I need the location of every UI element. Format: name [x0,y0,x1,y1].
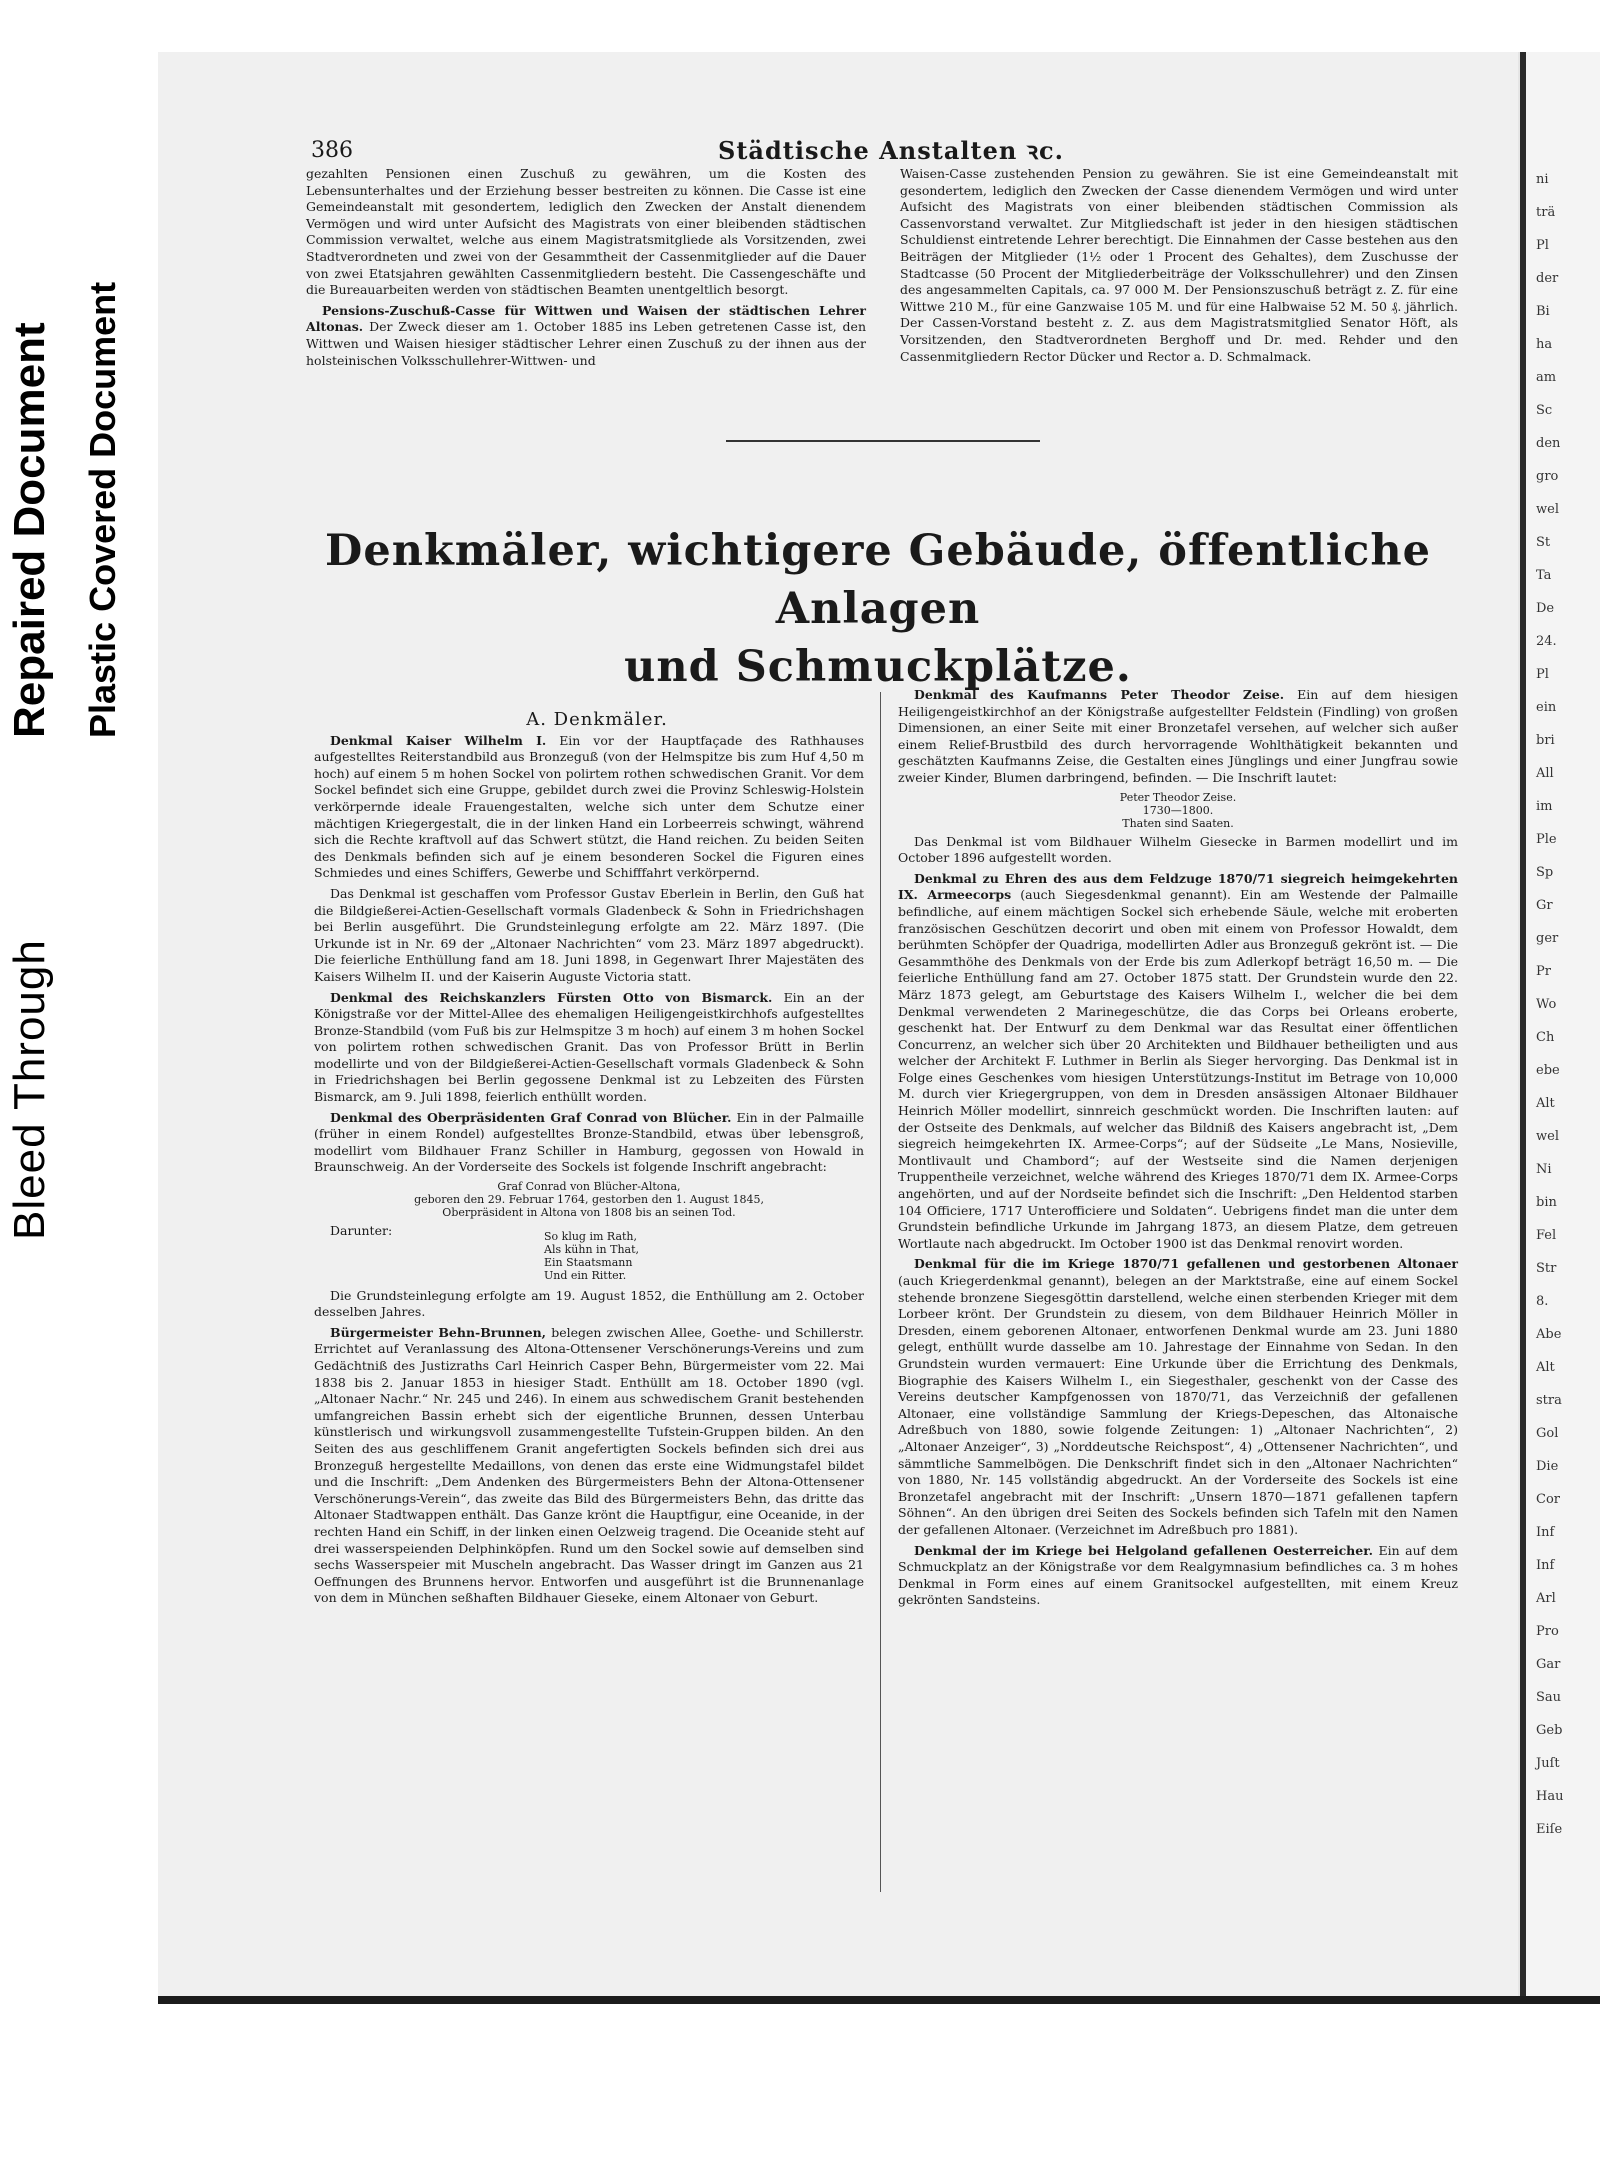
entry-heading: Denkmal des Oberpräsidenten Graf Conrad von Blücher. [330,1109,732,1125]
strip-fragment: Pl [1536,238,1549,253]
inscription-line: Peter Theodor Zeise. [1119,790,1237,804]
entry-helgoland [898,1543,1458,1609]
strip-fragment: Bi [1536,304,1550,319]
scan-bottom-edge [158,1996,1600,2004]
verse-line: Als kühn in That, [544,1242,640,1256]
entry-text: Ein in der Palmaille (früher in einem Rondel) aufgestelltes Bronze-Standbild, etwas über lebensgroß, modellirt vom Bildhauer Franz Schiller in Hamburg, gegossen von Howald in Braunschweig. An der Vorderseite des Sockels ist folgende Inschrift angebracht: [314,1109,864,1175]
paragraph-text: Der Zweck dieser am 1. October 1885 ins Leben getretenen Casse ist, den Wittwen und Waisen hiesiger städtischer Lehrer einen Zuschuß zu der ihnen aus der holsteinischen Volksschullehrer-Wittwen- und [306,319,866,368]
bleed-through-label: Bleed Through [5,939,54,1240]
paragraph-heading: Pensions-Zuschuß-Casse für Wittwen und Waisen der städtischen Lehrer Altonas. [306,302,866,335]
strip-fragment: Inf [1536,1525,1555,1540]
strip-fragment: ebe [1536,1063,1560,1078]
strip-fragment: Wo [1536,997,1557,1012]
inscription-line: 1730—1800. [1142,803,1214,817]
strip-fragment: Eiſe [1536,1822,1563,1837]
entry-kaiser-wilhelm [314,733,864,882]
strip-fragment: Abe [1536,1327,1562,1342]
inscription [314,1180,864,1219]
strip-fragment: 24. [1536,634,1557,649]
strip-fragment: Alt [1536,1360,1555,1375]
strip-fragment: im [1536,799,1553,814]
darunter-label: Darunter: [330,1223,393,1239]
entry-heading-note: (auch Siegesdenkmal genannt). [1020,887,1231,903]
strip-fragment: trä [1536,205,1556,220]
paragraph: Waisen-Casse zustehenden Pension zu gewähren. Sie ist eine Gemeindeanstalt mit gesondertem, lediglich den Zwecken der Casse dienendem Vermögen und wird unter Aufsicht des Magistrats von einer bleibenden städtischen Commission als Cassenvorstand verwaltet. Zur Mitgliedschaft ist jeder in den hiesigen städtischen Schuldienst eintretende Lehrer berechtigt. Die Einnahmen der Casse bestehen aus den Beiträgen der Mitglieder (1½ oder 1 Procent des Gehaltes), dem Zuschusse der Stadtcasse (50 Procent der Mitgliederbeiträge der Volksschullehrer) und den Zinsen des angesammelten Capitals, ca. 97 000 M. Der Pensionszuschuß beträgt z. Z. für eine Wittwe 210 M., für eine Ganzwaise 105 M. und für eine Halbwaise 52 M. 50 ₰. jährlich. Der Cassen-Vorstand besteht z. Z. aus dem Magistratsmitglied Senator Höft, als Vorsitzenden, den Stadtverordneten Berghoff und Dr. med. Rehder und den Cassenmitgliedern Rector Dücker und Rector a. D. Schmalmack. [900,166,1458,364]
top-left-column [306,166,866,373]
section-rule [726,440,1040,442]
entry-heading: Denkmal für die im Kriege 1870/71 gefallenen und gestorbenen Altonaer [914,1256,1458,1272]
entry-heading: Denkmal des Reichskanzlers Fürsten Otto von Bismarck. [330,989,773,1005]
strip-fragment: Arl [1536,1591,1556,1606]
strip-fragment: Pro [1536,1624,1559,1639]
strip-fragment: St [1536,535,1551,550]
strip-fragment: Ni [1536,1162,1552,1177]
strip-fragment: gro [1536,469,1559,484]
top-right-column [900,166,1458,369]
scanned-page [158,52,1600,2002]
strip-fragment: Fel [1536,1228,1557,1243]
verse-line: Und ein Ritter. [544,1268,627,1282]
running-head: Städtische Anstalten ꝛc. [718,136,1064,165]
paragraph: gezahlten Pensionen einen Zuschuß zu gewähren, um die Kosten des Lebensunterhaltes und der Erziehung besser bestreiten zu können. Die Casse ist eine Gemeindeanstalt mit gesondertem, lediglich den Zwecken der Anstalt dienendem Vermögen und wird unter Aufsicht des Magistrats von einer bleibenden städtischen Commission verwaltet, welche aus einem Magistratsmitgliede als Vorsitzenden, zwei Stadtverordneten und zwei von der Gesammtheit der Cassenmitglieder auf die Dauer von zwei Etatsjahren gewählten Cassenmitgliedern besteht. Die Cassengeschäfte und die Bureauarbeiten werden von städtischen Beamten unentgeltlich besorgt. [306,166,866,298]
entry-zeise [898,687,1458,787]
strip-fragment: Cor [1536,1492,1560,1507]
entry-text: Ein am Westende der Palmaille befindliche, auf einem mächtigen Sockel sich erhebende Säule, welche mit eroberten französischen Geschützen decorirt und oben mit einem von Professor Howaldt, dem berühmten Schöpfer der Quadriga, modellirten Adler aus Bronzeguß gekrönt ist. — Die Gesammthöhe des Denkmals von der Erde bis zum Adlerkopf beträgt 16,50 m. — Die feierliche Enthüllung fand am 27. October 1875 statt. Der Grundstein wurde den 22. März 1873 gelegt, am Geburtstage des Kaisers Wilhelm I., welcher die bei dem Denkmal verwendeten 2 Marinegeschütze, die das Corps bei Orleans eroberte, geschenkt hat. Der Entwurf zu dem Denkmal war das Resultat einer öffentlichen Concurrenz, an welcher sich über 20 Architekten und Bildhauer betheiligten und aus welcher der Architekt F. Luthmer in Berlin als Sieger hervorging. Das Denkmal ist in Folge eines Geschenkes vom hiesigen Unterstützungs-Institut im Betrage von 10,000 M. durch vier Kriegergruppen, von dem in Dresden ansässigen Altonaer Bildhauer Heinrich Möller modellirt, sinnreich geschmückt worden. Die Inschriften lauten: auf der Ostseite des Denkmals, auf welcher das Bildniß des Kaisers angebracht ist, „Dem siegreich heimgekehrten IX. Armee-Corps“; auf der Südseite „Le Mans, Nosieville, Montlivault und Chambord“; auf der Westseite sind die Namen derjenigen Truppentheile verzeichnet, welche während des Krieges 1870/71 dem IX. Armee-Corps angehörten, und auf der Nordseite befindet sich die Inschrift: „Den Heldentod starben 104 Officiere, 1717 Unterofficiere und Soldaten“. Uebrigens findet man die unter dem Grundstein befindliche Urkunde im Jahrgang 1873, an diesem Platze, dem getreuen Wortlaute nach abgedruckt. Im October 1900 ist das Denkmal renovirt worden. [898,887,1458,1251]
paragraph [306,303,866,369]
entry-text: belegen zwischen Allee, Goethe- und Schillerstr. Errichtet auf Veranlassung des Altona-Ottensener Verschönerungs-Vereins und zum Gedächtniß des Justizraths Carl Heinrich Casper Behn, Bürgermeister vom 22. Mai 1838 bis 2. Januar 1853 in hiesiger Stadt. Enthüllt am 18. October 1890 (vgl. „Altonaer Nachr.“ Nr. 245 und 246). In einem aus schwedischem Granit bestehenden umfangreichen Bassin erhebt sich der eigentliche Brunnen, dessen Unterbau künstlerisch und wirkungsvoll zusammengestellte Tufstein-Gruppen bilden. An den Seiten des aus geschliffenem Granit angefertigten Sockels befinden sich drei aus Bronzeguß hergestellte Medaillons, von denen das erste eine Widmungstafel bildet und die Inschrift: „Dem Andenken des Bürgermeisters Behn der Altona-Ottensener Verschönerungs-Verein“, das zweite das Bild des Bürgermeisters Behn, das dritte das Altonaer Stadtwappen enthält. Das Ganze krönt die Hauptfigur, eine Oceanide, in der rechten Hand ein Schiff, in der linken einen Oelzweig tragend. Die Oceanide steht auf drei wasserspeienden Delphinköpfen. Rund um den Sockel sowie auf demselben sind sechs Wasserspeier mit Muscheln angebracht. Das Wasser dringt im Ganzen aus 21 Oeffnungen des Brunnens hervor. Entworfen und ausgeführt ist die Brunnenanlage von dem in München seßhaften Bildhauer Gieseke, einem Altonaer von Geburt. [314,1324,864,1606]
entry-siegesdenkmal [898,871,1458,1253]
inscription-line: geboren den 29. Februar 1764, gestorben den 1. August 1845, [414,1193,764,1207]
strip-fragment: ein [1536,700,1557,715]
strip-fragment: Inf [1536,1558,1555,1573]
entry-kriegerdenkmal [898,1256,1458,1538]
entry-text: Ein auf dem Schmuckplatz an der Königstraße vor dem Realgymnasium befindliches ca. 3 m hohes Denkmal in Form eines auf einem Granitsockel aufgestellten, mit einem Kreuz gekrönten Sandsteins. [898,1542,1458,1608]
entry-bismarck [314,990,864,1106]
verse-line: So klug im Rath, [544,1229,638,1243]
strip-fragment: am [1536,370,1557,385]
strip-fragment: bri [1536,733,1555,748]
verse-line: Ein Staatsmann [544,1255,633,1269]
paragraph: Das Denkmal ist vom Bildhauer Wilhelm Giesecke in Barmen modellirt und im October 1896 aufgestellt worden. [898,833,1458,866]
strip-fragment: ger [1536,931,1559,946]
inscription-line: Graf Conrad von Blücher-Altona, [497,1180,681,1194]
paragraph: Das Denkmal ist geschaffen vom Professor Gustav Eberlein in Berlin, den Guß hat die Bildgießerei-Actien-Gesellschaft vormals Gladenbeck & Sohn in Friedrichshagen bei Berlin ausgeführt. Die Grundsteinlegung erfolgte am 22. März 1897. (Die Urkunde ist in Nr. 69 der „Altonaer Nachrichten“ vom 23. März 1897 abgedruckt). Die feierliche Enthüllung fand am 18. Juni 1898, in Gegenwart Ihrer Majestäten des Kaisers Wilhelm II. und der Kaiserin Auguste Victoria statt. [314,885,864,984]
section-title [298,522,1458,696]
entry-behn-brunnen [314,1325,864,1607]
strip-fragment: Gar [1536,1657,1561,1672]
left-column [314,709,864,1611]
entry-heading: Bürgermeister Behn-Brunnen, [330,1324,547,1340]
strip-fragment: Geb [1536,1723,1563,1738]
verse [544,1230,864,1282]
entry-heading-note: (auch Kriegerdenkmal genannt), [898,1273,1110,1288]
entry-heading: Denkmal zu Ehren des aus dem Feldzuge 1870/71 siegreich heimgekehrten IX. Armeecorps [898,870,1458,903]
strip-fragment: Ta [1536,568,1552,583]
side-labels [0,0,150,2177]
strip-fragment: Str [1536,1261,1557,1276]
strip-fragment: Die [1536,1459,1559,1474]
inscription-line: Oberpräsident in Altona von 1808 bis an seinen Tod. [442,1206,736,1220]
strip-fragment: Pr [1536,964,1551,979]
right-column [898,687,1458,1613]
entry-text: belegen an der Marktstraße, eine auf einem Sockel stehende bronzene Siegesgöttin darstellend, welche einen sterbenden Krieger mit dem Lorbeer krönt. Der Grundstein zu diesem, von dem Bildhauer Heinrich Möller in Dresden, einem geborenen Altonaer, entworfenen Denkmal wurde am 23. Juni 1880 gelegt, enthüllt wurde dasselbe am 10. Jahrestage der Einnahme von Sedan. In den Grundstein wurden vermauert: Eine Urkunde über die Errichtung des Denkmals, Biographie des Kaisers Wilhelm I., ein Siegesthaler, geschenkt von der Casse des Vereins deutscher Kampfgenossen von 1870/71, das Verzeichniß der gefallenen Altonaer, eine vollständige Sammlung der Kriegs-Depeschen, das Altonaische Adreßbuch von 1880, sowie folgende Zeitungen: 1) „Altonaer Nachrichten“, 2) „Altonaer Anzeiger“, 3) „Norddeutsche Reichspost“, 4) „Ottensener Nachrichten“, und sämmtliche Sammelbögen. Die Denkschrift findet sich in den „Altonaer Nachrichten“ von 1880, Nr. 145 vollständig abgedruckt. An der Vorderseite des Sockels ist eine Bronzetafel angebracht mit der Inschrift: „Unsern 1870—1871 gefallenen tapfern Söhnen“. An den übrigen drei Seiten des Sockels befinden sich Tafeln mit den Namen der gefallenen Altonaer. (Verzeichnet im Adreßbuch pro 1881). [898,1273,1459,1537]
repaired-document-label: Repaired Document [5,322,54,738]
inscription [898,791,1458,830]
strip-fragment: der [1536,271,1559,286]
entry-heading: Denkmal des Kaufmanns Peter Theodor Zeise. [914,687,1285,702]
strip-fragment: wel [1536,1129,1559,1144]
strip-fragment: Alt [1536,1096,1555,1111]
strip-fragment: Sc [1536,403,1553,418]
strip-fragment: Sp [1536,865,1554,880]
plastic-covered-label: Plastic Covered Document [82,281,123,738]
inscription-line: Thaten sind Saaten. [1122,816,1234,830]
strip-fragment: ha [1536,337,1553,352]
subheading: A. Denkmäler. [526,709,668,730]
strip-fragment: stra [1536,1393,1562,1408]
strip-fragment: Gol [1536,1426,1559,1441]
strip-fragment: Pl [1536,667,1549,682]
strip-fragment: Juſt [1536,1756,1560,1771]
paragraph: Die Grundsteinlegung erfolgte am 19. August 1852, die Enthüllung am 2. October desselben Jahres. [314,1287,864,1320]
entry-heading: Denkmal der im Kriege bei Helgoland gefallenen Oesterreicher. [914,1542,1374,1558]
strip-fragment: bin [1536,1195,1557,1210]
entry-text: Ein an der Königstraße vor der Mittel-Allee des ehemaligen Heiligengeistkirchhofs aufgestelltes Bronze-Standbild (vom Fuß bis zur Helmspitze 3 m hoch) auf einem 3 m hohen Sockel von polirtem rothen schwedischen Granit. Das von Professor Brütt in Berlin modellirte und von der Bildgießerei-Actien-Gesellschaft vormals Gladenbeck & Sohn in Friedrichshagen bei Berlin gegossene Denkmal ist zu Lebzeiten des Fürsten Bismarck, am 9. Juli 1898, feierlich enthüllt worden. [314,989,864,1105]
entry-text: Ein auf dem hiesigen Heiligengeistkirchhof an der Königstraße aufgestellter Feldstein (Findling) von großen Dimensionen, an einer Seite mit einer Bronzetafel versehen, auf welcher sich außer einem Relief-Brustbild des durch hervorragende Wohlthätigkeit bekannten und geschätzten Kaufmanns Zeise, die Gestalten eines Jünglings und einer Jungfrau sowie zweier Kinder, Blumen darbringend, befinden. — Die Inschrift lautet: [898,687,1458,785]
strip-fragment: Gr [1536,898,1553,913]
adjacent-page-strip [1520,52,1600,2002]
strip-fragment: Sau [1536,1690,1562,1705]
entry-text: Ein vor der Hauptfaçade des Rathhauses aufgestelltes Reiterstandbild aus Bronzeguß (von der Helmspitze bis zum Huf 4,50 m hoch) auf einem 5 m hohen Sockel von polirtem rothen schwedischen Granit. Vor dem Sockel befindet sich eine Gruppe, gebildet durch zwei die Provinz Schleswig-Holstein verkörpernde ideale Frauengestalten, welche sich unter dem Schutze einer mächtigen Kriegergestalt, die in der linken Hand ein Lorbeerreis schwingt, während sich die Rechte kraftvoll auf das Schwert stützt, die Hand reichen. Zu beiden Seiten des Denkmals befinden sich auf je einem besonderen Sockel die Figuren eines Schmiedes und eines Schiffers, Gewerbe und Schifffahrt verkörpernd. [314,732,864,881]
section-title-line: Denkmäler, wichtigere Gebäude, öffentliche Anlagen [325,526,1431,634]
strip-fragment: Ch [1536,1030,1555,1045]
strip-fragment: 8. [1536,1294,1549,1309]
entry-heading: Denkmal Kaiser Wilhelm I. [330,732,547,748]
strip-fragment: Hau [1536,1789,1564,1804]
strip-fragment: wel [1536,502,1559,517]
page-sheet [158,52,1518,2002]
strip-fragment: All [1536,766,1554,781]
strip-fragment: ni [1536,172,1549,187]
strip-fragment: den [1536,436,1561,451]
strip-fragment: De [1536,601,1555,616]
strip-fragment: Ple [1536,832,1557,847]
page-number: 386 [311,138,353,163]
section-title-line: und Schmuckplätze. [624,642,1132,692]
column-divider [880,692,881,1892]
entry-bluecher [314,1110,864,1176]
